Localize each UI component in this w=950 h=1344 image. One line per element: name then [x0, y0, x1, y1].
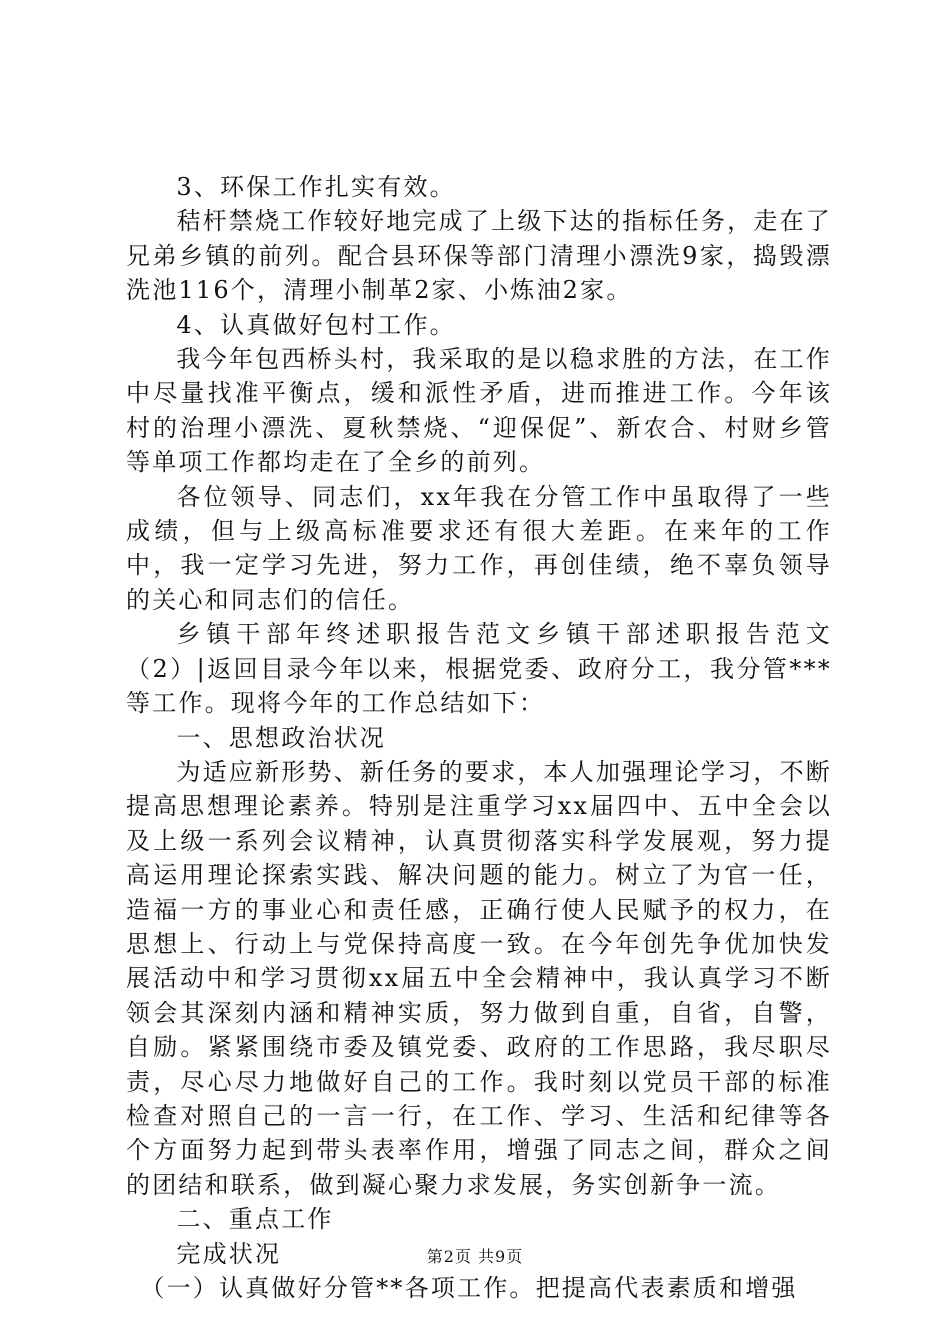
- section-subheading-completion: 完成状况: [176, 1239, 282, 1268]
- document-body: [126, 170, 832, 1305]
- paragraph-closing-remarks: 各位领导、同志们，xx年我在分管工作中虽取得了一些成绩，但与上级高标准要求还有很大差距。在来年的工作中，我一定学习先进，努力工作，再创佳绩，绝不辜负领导的关心和同志们的信任。: [126, 482, 832, 614]
- section-heading-ideology: 一、思想政治状况: [176, 723, 386, 752]
- paragraph-key-work-item-1: （一）认真做好分管**各项工作。把提高代表素质和增强: [140, 1274, 798, 1302]
- paragraph-village-work: 我今年包西桥头村，我采取的是以稳求胜的方法，在工作中尽量找准平衡点，缓和派性矛盾，进而推进工作。今年该村的治理小漂洗、夏秋禁烧、“迎保促”、新农合、村财乡管等单项工作都均走在了全乡的前列。: [126, 345, 832, 477]
- paragraph-ideology: 为适应新形势、新任务的要求，本人加强理论学习，不断提高思想理论素养。特别是注重学习xx届四中、五中全会以及上级一系列会议精神，认真贯彻落实科学发展观，努力提高运用理论探索实践、解决问题的能力。树立了为官一任，造福一方的事业心和责任感，正确行使人民赋予的权力，在思想上、行动上与党保持高度一致。在今年创先争优加快发展活动中和学习贯彻xx届五中全会精神中，我认真学习不断领会其深刻内涵和精神实质，努力做到自重，自省，自警，自励。紧紧围绕市委及镇党委、政府的工作思路，我尽职尽责，尽心尽力地做好自己的工作。我时刻以党员干部的标准检查对照自己的一言一行，在工作、学习、生活和纪律等各个方面努力起到带头表率作用，增强了同志之间，群众之间的团结和联系，做到凝心聚力求发展，务实创新争一流。: [126, 757, 832, 1199]
- section-heading-key-work: 二、重点工作: [176, 1205, 334, 1234]
- page-number-footer: 第2页 共9页: [426, 1247, 524, 1266]
- section-heading-environment: 3、环保工作扎实有效。: [176, 173, 456, 201]
- paragraph-report-intro: 乡镇干部年终述职报告范文乡镇干部述职报告范文（2）|返回目录今年以来，根据党委、政府分工，我分管***等工作。现将今年的工作总结如下：: [126, 620, 832, 718]
- section-heading-village-work: 4、认真做好包村工作。: [176, 310, 456, 339]
- paragraph-straw-burning: 秸杆禁烧工作较好地完成了上级下达的指标任务，走在了兄弟乡镇的前列。配合县环保等部门清理小漂洗9家，捣毁漂洗池116个，清理小制革2家、小炼油2家。: [126, 207, 832, 305]
